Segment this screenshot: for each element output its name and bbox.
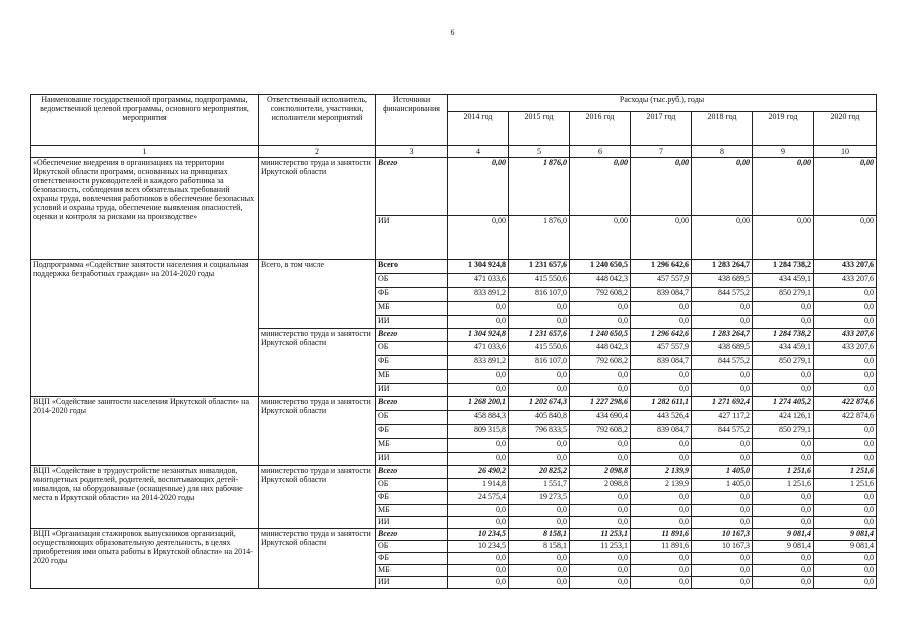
expense-value: 415 550,6 (509, 274, 570, 288)
expense-value: 0,0 (631, 439, 692, 453)
expense-value: 0,0 (509, 370, 570, 384)
expense-value: 8 158,1 (509, 540, 570, 552)
expense-value: 433 207,6 (814, 342, 877, 356)
expense-value: 405 840,8 (509, 411, 570, 425)
expense-value: 0,0 (692, 370, 753, 384)
funding-source: ФБ (376, 552, 448, 564)
expense-value: 443 526,4 (631, 411, 692, 425)
expense-value: 792 608,2 (570, 356, 631, 370)
program-name: «Обеспечение внедрения в организациях на территории Иркутской области программ, основанных на принципах ответственности руководителей и каждого работника за безопасность, соблюдения всех обязательных требований охраны труда, вовлечения работников в обеспечение безопасных условий и охраны труда, обеспечение выявления опасностей, оценки и контроля за рисками на производстве» (31, 158, 259, 260)
expense-value: 427 117,2 (692, 411, 753, 425)
expense-value: 0,0 (631, 453, 692, 466)
expense-value: 0,0 (814, 564, 877, 576)
expense-value: 0,0 (570, 505, 631, 517)
expense-value: 433 207,6 (814, 329, 877, 342)
expense-value: 0,00 (570, 216, 631, 260)
expense-value: 9 081,4 (753, 528, 814, 540)
expense-value: 0,0 (631, 302, 692, 316)
expense-value: 0,0 (570, 439, 631, 453)
expense-value: 0,0 (570, 316, 631, 329)
expense-value: 0,00 (448, 158, 509, 216)
expense-value: 0,0 (814, 288, 877, 302)
funding-source: МБ (376, 505, 448, 517)
expense-value: 1 283 264,7 (692, 329, 753, 342)
expense-value: 457 557,9 (631, 274, 692, 288)
expense-value: 433 207,6 (814, 260, 877, 274)
header-name: Наименование государственной программы, подпрограммы, ведомственной целевой программы, основного мероприятия, мероприятия (31, 95, 259, 146)
expense-value: 0,0 (753, 516, 814, 528)
funding-source: ФБ (376, 356, 448, 370)
expense-value: 0,0 (753, 505, 814, 517)
expense-value: 0,0 (692, 384, 753, 397)
expense-value: 0,0 (814, 552, 877, 564)
expense-value: 850 279,1 (753, 356, 814, 370)
expense-value: 0,0 (692, 516, 753, 528)
expense-value: 0,0 (570, 576, 631, 588)
funding-source: ИИ (376, 576, 448, 588)
expense-value: 0,0 (570, 453, 631, 466)
budget-table (30, 94, 877, 589)
header-year: 2017 год (631, 112, 692, 146)
header-year: 2018 год (692, 112, 753, 146)
expense-value: 839 084,7 (631, 425, 692, 439)
expense-value: 0,0 (814, 516, 877, 528)
expense-value: 0,0 (692, 453, 753, 466)
expense-value: 433 207,6 (814, 274, 877, 288)
expense-value: 10 167,3 (692, 528, 753, 540)
expense-value: 448 042,3 (570, 274, 631, 288)
executor-cell: министерство труда и занятости Иркутской области (259, 158, 376, 260)
expense-value: 26 490,2 (448, 466, 509, 479)
column-number: 10 (814, 146, 877, 158)
column-number: 4 (448, 146, 509, 158)
expense-value: 0,0 (448, 384, 509, 397)
expense-value: 0,00 (814, 158, 877, 216)
column-number: 3 (376, 146, 448, 158)
funding-source: ОБ (376, 274, 448, 288)
expense-value: 1 240 650,5 (570, 260, 631, 274)
expense-value: 0,0 (509, 564, 570, 576)
expense-value: 850 279,1 (753, 288, 814, 302)
expense-value: 11 253,1 (570, 540, 631, 552)
expense-value: 11 253,1 (570, 528, 631, 540)
expense-value: 0,0 (509, 316, 570, 329)
expense-value: 10 234,5 (448, 528, 509, 540)
expense-value: 1 284 738,2 (753, 329, 814, 342)
expense-value: 1 405,0 (692, 466, 753, 479)
expense-value: 438 689,5 (692, 274, 753, 288)
funding-source: ИИ (376, 316, 448, 329)
column-number: 8 (692, 146, 753, 158)
expense-value: 1 876,0 (509, 158, 570, 216)
header-executor: Ответственный исполнитель, соисполнители, участники, исполнители мероприятий (259, 95, 376, 146)
column-number: 1 (31, 146, 259, 158)
program-name: ВЦП «Организация стажировок выпускников организаций, осуществляющих образовательную деятельность, в целях приобретения ими опыта работы в Иркутской области» на 2014-2020 годы (31, 528, 259, 588)
expense-value: 0,0 (631, 516, 692, 528)
funding-source: ОБ (376, 479, 448, 492)
expense-value: 1 251,6 (814, 466, 877, 479)
expense-value: 1 284 738,2 (753, 260, 814, 274)
expense-value: 0,0 (448, 552, 509, 564)
expense-value: 0,0 (448, 439, 509, 453)
expense-value: 0,0 (509, 384, 570, 397)
expense-value: 422 874,6 (814, 411, 877, 425)
expense-value: 415 550,6 (509, 342, 570, 356)
expense-value: 0,0 (631, 552, 692, 564)
expense-value: 0,0 (753, 439, 814, 453)
column-number: 7 (631, 146, 692, 158)
header-year: 2015 год (509, 112, 570, 146)
expense-value: 792 608,2 (570, 288, 631, 302)
expense-value: 0,0 (692, 576, 753, 588)
expense-value: 9 081,4 (814, 528, 877, 540)
expense-value: 0,0 (814, 316, 877, 329)
expense-value: 816 107,0 (509, 288, 570, 302)
expense-value: 0,0 (448, 370, 509, 384)
expense-value: 1 251,6 (753, 466, 814, 479)
expense-value: 844 575,2 (692, 288, 753, 302)
expense-value: 0,0 (814, 425, 877, 439)
expense-value: 1 304 924,8 (448, 329, 509, 342)
header-year: 2016 год (570, 112, 631, 146)
expense-value: 0,0 (814, 453, 877, 466)
expense-value: 1 296 642,6 (631, 260, 692, 274)
expense-value: 0,0 (692, 316, 753, 329)
executor-cell: министерство труда и занятости Иркутской области (259, 528, 376, 588)
funding-source: Всего (376, 528, 448, 540)
expense-value: 1 304 924,8 (448, 260, 509, 274)
expense-value: 809 315,8 (448, 425, 509, 439)
expense-value: 0,0 (509, 516, 570, 528)
expense-value: 0,00 (753, 216, 814, 260)
expense-value: 0,00 (692, 158, 753, 216)
expense-value: 0,0 (570, 564, 631, 576)
program-name: ВЦП «Содействие в трудоустройстве незанятых инвалидов, многодетных родителей, родителей, воспитывающих детей-инвалидов, на оборудованные (оснащенные) для них рабочие места в Иркутской области» на 2014-2020 годы (31, 466, 259, 529)
expense-value: 1 251,6 (753, 479, 814, 492)
column-number: 2 (259, 146, 376, 158)
expense-value: 0,0 (753, 492, 814, 505)
column-number: 6 (570, 146, 631, 158)
table-row (31, 260, 877, 274)
funding-source: ОБ (376, 540, 448, 552)
expense-value: 438 689,5 (692, 342, 753, 356)
expense-value: 471 033,6 (448, 342, 509, 356)
expense-value: 0,0 (631, 370, 692, 384)
table-row (31, 397, 877, 411)
expense-value: 0,00 (631, 216, 692, 260)
expense-value: 0,0 (570, 302, 631, 316)
expense-value: 424 126,1 (753, 411, 814, 425)
expense-value: 0,0 (753, 302, 814, 316)
funding-source: ИИ (376, 516, 448, 528)
funding-source: ФБ (376, 492, 448, 505)
expense-value: 0,0 (631, 384, 692, 397)
expense-value: 0,0 (814, 505, 877, 517)
expense-value: 1 240 650,5 (570, 329, 631, 342)
expense-value: 11 891,6 (631, 540, 692, 552)
funding-source: Всего (376, 397, 448, 411)
funding-source: МБ (376, 439, 448, 453)
funding-source: ИИ (376, 384, 448, 397)
expense-value: 850 279,1 (753, 425, 814, 439)
expense-value: 0,0 (570, 552, 631, 564)
expense-value: 0,00 (631, 158, 692, 216)
expense-value: 0,0 (448, 564, 509, 576)
funding-source: Всего (376, 260, 448, 274)
expense-value: 0,0 (448, 576, 509, 588)
expense-value: 0,0 (692, 439, 753, 453)
expense-value: 1 405,0 (692, 479, 753, 492)
funding-source: МБ (376, 370, 448, 384)
expense-value: 0,0 (814, 302, 877, 316)
expense-value: 1 231 657,6 (509, 260, 570, 274)
expense-value: 0,0 (509, 576, 570, 588)
expense-value: 0,0 (448, 453, 509, 466)
table-row (31, 158, 877, 216)
expense-value: 0,0 (814, 384, 877, 397)
expense-value: 1 551,7 (509, 479, 570, 492)
expense-value: 20 825,2 (509, 466, 570, 479)
expense-value: 0,0 (509, 302, 570, 316)
expense-value: 0,0 (814, 370, 877, 384)
funding-source: Всего (376, 158, 448, 216)
expense-value: 434 459,1 (753, 274, 814, 288)
expense-value: 0,0 (631, 316, 692, 329)
expense-value: 0,0 (692, 552, 753, 564)
column-number-row (31, 146, 877, 158)
funding-source: Всего (376, 466, 448, 479)
expense-value: 1 251,6 (814, 479, 877, 492)
expense-value: 457 557,9 (631, 342, 692, 356)
expense-value: 1 274 405,2 (753, 397, 814, 411)
expense-value: 0,0 (692, 302, 753, 316)
expense-value: 2 098,8 (570, 466, 631, 479)
column-number: 5 (509, 146, 570, 158)
expense-value: 1 271 692,4 (692, 397, 753, 411)
expense-value: 1 876,0 (509, 216, 570, 260)
expense-value: 844 575,2 (692, 356, 753, 370)
header-expenses: Расходы (тыс.руб.), годы (448, 95, 877, 112)
expense-value: 0,0 (631, 564, 692, 576)
expense-value: 1 268 200,1 (448, 397, 509, 411)
program-name: ВЦП «Содействие занятости населения Иркутской области» на 2014-2020 годы (31, 397, 259, 466)
expense-value: 0,0 (814, 439, 877, 453)
expense-value: 816 107,0 (509, 356, 570, 370)
expense-value: 10 167,3 (692, 540, 753, 552)
expense-value: 0,00 (692, 216, 753, 260)
page-number: 6 (450, 28, 455, 37)
expense-value: 1 231 657,6 (509, 329, 570, 342)
executor-cell: министерство труда и занятости Иркутской области (259, 466, 376, 529)
expense-value: 1 227 298,6 (570, 397, 631, 411)
expense-value: 0,0 (448, 302, 509, 316)
expense-value: 471 033,6 (448, 274, 509, 288)
expense-value: 422 874,6 (814, 397, 877, 411)
expense-value: 0,0 (448, 516, 509, 528)
funding-source: ФБ (376, 425, 448, 439)
funding-source: ОБ (376, 342, 448, 356)
expense-value: 0,0 (509, 453, 570, 466)
expense-value: 0,00 (814, 216, 877, 260)
expense-value: 839 084,7 (631, 288, 692, 302)
header-year: 2014 год (448, 112, 509, 146)
expense-value: 10 234,5 (448, 540, 509, 552)
expense-value: 0,0 (753, 384, 814, 397)
expense-value: 458 884,3 (448, 411, 509, 425)
expense-value: 0,00 (448, 216, 509, 260)
expense-value: 11 891,6 (631, 528, 692, 540)
header-year: 2019 год (753, 112, 814, 146)
funding-source: МБ (376, 564, 448, 576)
expense-value: 2 139,9 (631, 479, 692, 492)
funding-source: ИИ (376, 453, 448, 466)
expense-value: 0,0 (753, 316, 814, 329)
expense-value: 0,0 (631, 505, 692, 517)
expense-value: 2 098,8 (570, 479, 631, 492)
expense-value: 0,0 (753, 576, 814, 588)
program-name: Подпрограмма «Содействие занятости населения и социальная поддержка безработных граждан» на 2014-2020 годы (31, 260, 259, 397)
expense-value: 8 158,1 (509, 528, 570, 540)
table-row (31, 528, 877, 540)
expense-value: 844 575,2 (692, 425, 753, 439)
expense-value: 0,0 (570, 370, 631, 384)
expense-value: 19 273,5 (509, 492, 570, 505)
expense-value: 9 081,4 (753, 540, 814, 552)
expense-value: 0,0 (814, 576, 877, 588)
expense-value: 0,0 (631, 492, 692, 505)
expense-value: 9 081,4 (814, 540, 877, 552)
expense-value: 0,0 (814, 492, 877, 505)
expense-value: 448 042,3 (570, 342, 631, 356)
expense-value: 0,0 (509, 505, 570, 517)
expense-value: 0,0 (814, 356, 877, 370)
expense-value: 434 459,1 (753, 342, 814, 356)
funding-source: ОБ (376, 411, 448, 425)
expense-value: 0,0 (448, 505, 509, 517)
expense-value: 0,0 (448, 316, 509, 329)
expense-value: 24 575,4 (448, 492, 509, 505)
executor-cell: Всего, в том числе (259, 260, 376, 329)
funding-source: ФБ (376, 288, 448, 302)
expense-value: 833 891,2 (448, 288, 509, 302)
expense-value: 0,0 (692, 505, 753, 517)
expense-value: 1 296 642,6 (631, 329, 692, 342)
expense-value: 2 139,9 (631, 466, 692, 479)
expense-value: 0,0 (509, 552, 570, 564)
expense-value: 0,0 (753, 370, 814, 384)
executor-cell: министерство труда и занятости Иркутской области (259, 397, 376, 466)
expense-value: 792 608,2 (570, 425, 631, 439)
expense-value: 0,00 (570, 158, 631, 216)
expense-value: 0,0 (692, 492, 753, 505)
funding-source: Всего (376, 329, 448, 342)
expense-value: 796 833,5 (509, 425, 570, 439)
expense-value: 0,0 (631, 576, 692, 588)
table-row (31, 466, 877, 479)
column-number: 9 (753, 146, 814, 158)
expense-value: 0,00 (753, 158, 814, 216)
expense-value: 839 084,7 (631, 356, 692, 370)
expense-value: 434 690,4 (570, 411, 631, 425)
expense-value: 1 282 611,1 (631, 397, 692, 411)
expense-value: 1 202 674,3 (509, 397, 570, 411)
expense-value: 0,0 (692, 564, 753, 576)
expense-value: 0,0 (570, 492, 631, 505)
expense-value: 1 914,8 (448, 479, 509, 492)
expense-value: 0,0 (753, 564, 814, 576)
header-source: Источники финансирования (376, 95, 448, 146)
funding-source: МБ (376, 302, 448, 316)
expense-value: 0,0 (753, 453, 814, 466)
expense-value: 0,0 (509, 439, 570, 453)
expense-value: 833 891,2 (448, 356, 509, 370)
expense-value: 0,0 (570, 516, 631, 528)
expense-value: 1 283 264,7 (692, 260, 753, 274)
funding-source: ИИ (376, 216, 448, 260)
expense-value: 0,0 (570, 384, 631, 397)
executor-cell: министерство труда и занятости Иркутской области (259, 329, 376, 397)
header-year: 2020 год (814, 112, 877, 146)
expense-value: 0,0 (753, 552, 814, 564)
